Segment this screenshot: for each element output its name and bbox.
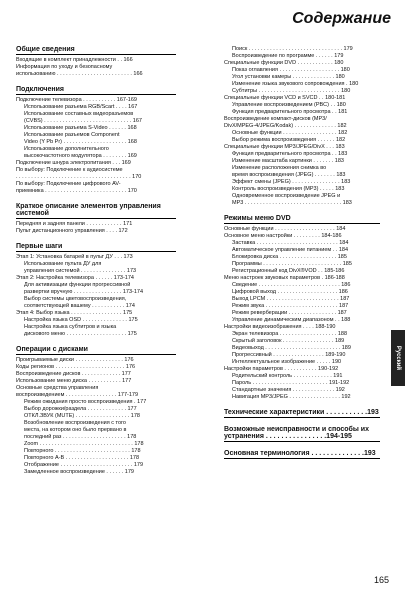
section-heading: Подключения	[16, 86, 176, 95]
toc-entry: управления системой . . . . . . . . . . . . . . . 173	[24, 268, 137, 274]
toc-entry: Основные функции . . . . . . . . . . . . . . . . . . 182	[232, 130, 348, 136]
toc-section	[224, 426, 380, 442]
toc-entry: Цифровой выход . . . . . . . . . . . . . . . . . . . . 186	[232, 289, 348, 295]
toc-section	[16, 46, 176, 78]
toc-section	[16, 203, 176, 235]
toc-section	[16, 346, 176, 476]
toc-entry: Одновременное воспроизведение JPEG и	[232, 193, 341, 199]
toc-section	[224, 409, 380, 418]
toc-entry: Отображение . . . . . . . . . . . . . . . . . . . . . . . . 179	[24, 462, 144, 468]
toc-entry: Показ оглавления . . . . . . . . . . . . . . . . . . . . 180	[232, 67, 350, 73]
toc-entry: Специальные функции VCD и SVCD . . 180-181	[224, 95, 346, 101]
toc-entry: DivX/MPEG-4/JPEG/Kodak) . . . . . . . . . . . . . . 182	[224, 123, 347, 129]
toc-entry: высокочастотного модулятора . . . . . . . . 169	[24, 153, 137, 159]
toc-right-column	[224, 46, 380, 467]
toc-entry: Скрытый заголовок . . . . . . . . . . . . . . . . . 189	[232, 338, 345, 344]
toc-entry: Передняя и задняя панели . . . . . . . . . . . . 171	[16, 221, 133, 227]
toc-entry: Выбор системы цветовоспроизведения,	[24, 296, 127, 302]
toc-entry: Выбор режима воспроизведения . . . . . . 182	[232, 137, 346, 143]
toc-entry: Использование дополнительного	[24, 146, 109, 152]
toc-entry: Блокировка диска . . . . . . . . . . . . . . . . . . . 185	[232, 254, 347, 260]
section-heading: Технические характеристики . . . . . . . . . . .193	[224, 409, 379, 416]
toc-entry: Использование составных видеоразъемов	[24, 111, 134, 117]
toc-entry: Этап 1: Установка батарей в пульт ДУ . . . 173	[16, 254, 133, 260]
toc-entry: Настройки параметров . . . . . . . . . . . 190-192	[224, 366, 339, 372]
toc-entry: Основные средства управления	[16, 385, 99, 391]
toc-entry: Прогрессивный . . . . . . . . . . . . . . . . . 189-190	[232, 352, 346, 358]
toc-entry: Изменение языка звукового сопровождения . 180	[232, 81, 359, 87]
toc-entry: Подключение телевизора . . . . . . . . . . . 167-169	[16, 97, 137, 103]
toc-entry: Сведение . . . . . . . . . . . . . . . . . . . . . . . . . . . 186	[232, 282, 351, 288]
toc-entry: Повторного A-B . . . . . . . . . . . . . . . . . . . . . 178	[24, 455, 140, 461]
toc-entry: Поиск . . . . . . . . . . . . . . . . . . . . . . . . . . . . . . . 179	[232, 46, 353, 52]
toc-entry: Субтитры . . . . . . . . . . . . . . . . . . . . . . . . . . . 180	[232, 88, 351, 94]
section-heading: Режимы меню DVD	[224, 215, 380, 224]
page-number: 165	[373, 575, 389, 585]
toc-entry: Коды регионов . . . . . . . . . . . . . . . . . . . . . . . 176	[16, 364, 136, 370]
toc-entry: Управление воспроизведением (PBC) . . 180	[232, 102, 346, 108]
toc-entry: Эффект смены (JPEG) . . . . . . . . . . . . . . . . 183	[232, 179, 351, 185]
toc-entry: Входящие в комплект принадлежности . . 166	[16, 57, 133, 63]
toc-entry: Интеллектуальное изображение . . . . . 190	[232, 359, 342, 365]
toc-entry: Родительский контроль . . . . . . . . . . . . . 191	[232, 373, 343, 379]
language-side-tab	[391, 330, 405, 386]
toc-section	[16, 243, 176, 338]
toc-entry: приемника . . . . . . . . . . . . . . . . . . . . . . . . . . . 170	[16, 188, 137, 194]
toc-entry: Стандартные значения . . . . . . . . . . . . . . 192	[232, 387, 345, 393]
toc-entry: Воспроизведение дисков . . . . . . . . . . . . . 177	[16, 371, 131, 377]
toc-entry: (CVBS) . . . . . . . . . . . . . . . . . . . . . . . . . . . . . 167	[24, 118, 142, 124]
toc-entry: соответствующей вашему . . . . . . . . . . . 174	[24, 303, 135, 309]
toc-entry: Заставка . . . . . . . . . . . . . . . . . . . . . . . . . . . 184	[232, 240, 349, 246]
toc-entry: Автоматическое управление питанием . . 184	[232, 247, 349, 253]
toc-entry: Настройка языка OSD . . . . . . . . . . . . . . . 175	[24, 317, 138, 323]
toc-section	[224, 450, 380, 459]
toc-entry: Видеовыход . . . . . . . . . . . . . . . . . . . . . . . . . 189	[232, 345, 351, 351]
toc-entry: Настройка языка субтитров и языка	[24, 324, 117, 330]
section-heading: Краткое описание элементов управления системой	[16, 203, 176, 219]
section-heading: Возможные неисправности и способы их устранения . . . . . . . . . . . . . . . .194-195	[224, 426, 380, 442]
toc-entry: По выбору: Подключение к аудиосистеме	[16, 167, 123, 173]
side-tab-label: Русский	[395, 345, 401, 371]
toc-entry: Специальные функции MP3/JPEG/DivX . . . 183	[224, 144, 345, 150]
toc-entry: . . . . . . . . . . . . . . . . . . . . . . . . . . . . . . . . . . . . . . 170	[16, 174, 142, 180]
toc-entry: Выход LPCM . . . . . . . . . . . . . . . . . . . . . . . . 187	[232, 296, 350, 302]
toc-section	[224, 215, 380, 401]
toc-entry: Меню настроек звуковых параметров . 186-188	[224, 275, 345, 281]
toc-entry: Использование разъемов Component	[24, 132, 120, 138]
toc-entry: Специальные функции DVD . . . . . . . . . . . . 180	[224, 60, 344, 66]
toc-entry: время воспроизведения (JPEG) . . . . . . . 183	[232, 172, 346, 178]
toc-entry: MP3 . . . . . . . . . . . . . . . . . . . . . . . . . . . . . . . . 183	[232, 200, 352, 206]
toc-entry: Управление динамическим диапазоном . . 188	[232, 317, 351, 323]
toc-entry: Воспроизведение компакт-дисков (MP3/	[224, 116, 327, 122]
section-heading: Операции с дисками	[16, 346, 176, 355]
toc-entry: Контроль воспроизведения (MP3) . . . . . 183	[232, 186, 345, 192]
toc-entry: Для активизации функции прогрессивной	[24, 282, 131, 288]
section-heading: Общие сведения	[16, 46, 176, 55]
toc-entry: использованию . . . . . . . . . . . . . . . . . . . . . . . . . 166	[16, 71, 143, 77]
toc-entry: Повторного . . . . . . . . . . . . . . . . . . . . . . . . . 178	[24, 448, 141, 454]
toc-entry: Пароль . . . . . . . . . . . . . . . . . . . . . . . . . 191-192	[232, 380, 350, 386]
toc-entry: Угол установки камеры . . . . . . . . . . . . . . 180	[232, 74, 345, 80]
toc-entry: Изменение расположения снимка во	[232, 165, 327, 171]
toc-entry: Изменение масштаба картинки . . . . . . . 183	[232, 158, 344, 164]
toc-entry: Этап 4: Выбор языка . . . . . . . . . . . . . . . . . 175	[16, 310, 133, 316]
toc-entry: последний раз . . . . . . . . . . . . . . . . . . . . . 178	[24, 434, 137, 440]
toc-entry: развертки вручную . . . . . . . . . . . . . . . . 173-174	[24, 289, 144, 295]
toc-entry: Воспроизведение по программе . . . . . . 179	[232, 53, 344, 59]
toc-entry: воспроизведением . . . . . . . . . . . . . . . . . 177-179	[16, 392, 139, 398]
toc-entry: места, на котором оно было прервано в	[24, 427, 127, 433]
toc-entry: Режим реверберации . . . . . . . . . . . . . . . . 187	[232, 310, 347, 316]
toc-entry: Режим звука . . . . . . . . . . . . . . . . . . . . . . . . 187	[232, 303, 349, 309]
toc-entry: ОТКЛ.ЗВУК (MUTE) . . . . . . . . . . . . . . . . . . 178	[24, 413, 140, 419]
toc-entry: Замедленное воспроизведение . . . . . . 179	[24, 469, 134, 475]
toc-entry: Регистрационный код DivX®VOD . . 185-186	[232, 268, 345, 274]
toc-entry: Настройки видеоизображения . . . . 188-190	[224, 324, 336, 330]
toc-entry: Режим ожидания просто воспроизведения . 177	[24, 399, 147, 405]
section-heading: Основная терминология . . . . . . . . . . . . . .193	[224, 450, 380, 459]
page-title: Содержание	[292, 10, 391, 27]
toc-entry: Пульт дистанционного управления . . . . 172	[16, 228, 128, 234]
toc-entry: Программы . . . . . . . . . . . . . . . . . . . . . . . . . . 185	[232, 261, 352, 267]
toc-entry: Функция предварительного просмотра . . 181	[232, 109, 348, 115]
toc-entry: Экран телевизора . . . . . . . . . . . . . . . . . . . 188	[232, 331, 348, 337]
toc-entry: Основное меню настройки . . . . . . . . . 184-186	[224, 233, 342, 239]
toc-left-column	[16, 46, 176, 484]
toc-entry: Использование разъема S-Video . . . . . . 168	[24, 125, 137, 131]
toc-entry: Функция предварительного просмотра . . 183	[232, 151, 348, 157]
toc-entry: Проигрываемые диски . . . . . . . . . . . . . . . . 176	[16, 357, 134, 363]
toc-entry: Выбор дорожки/раздела . . . . . . . . . . . . . 177	[24, 406, 137, 412]
toc-entry: Навигация MP3/JPEG . . . . . . . . . . . . . . . . . 192	[232, 394, 351, 400]
toc-entry: Основные функции . . . . . . . . . . . . . . . . . . . . 184	[224, 226, 346, 232]
toc-entry: Возобновление воспроизведения с того	[24, 420, 126, 426]
toc-entry: По выбору: Подключение цифрового AV-	[16, 181, 121, 187]
toc-entry: Zoom . . . . . . . . . . . . . . . . . . . . . . . . . . . . . . . 178	[24, 441, 144, 447]
toc-entry: Использование меню диска . . . . . . . . . . . 177	[16, 378, 132, 384]
toc-entry: Информация по уходу и безопасному	[16, 64, 113, 70]
toc-entry: Video (Y Pb Pr) . . . . . . . . . . . . . . . . . . . . . 168	[24, 139, 137, 145]
toc-section	[224, 46, 380, 207]
toc-entry: Использование пульта ДУ для	[24, 261, 102, 267]
toc-entry: дискового меню . . . . . . . . . . . . . . . . . . . . 175	[24, 331, 137, 337]
toc-entry: Подключение шнура электропитания . . . 169	[16, 160, 131, 166]
toc-entry: Использование разъема RGB/Scart . . . . 167	[24, 104, 138, 110]
toc-entry: Этап 2: Настройка телевизора . . . . . . 173-174	[16, 275, 134, 281]
section-heading: Первые шаги	[16, 243, 176, 252]
toc-section	[16, 86, 176, 195]
